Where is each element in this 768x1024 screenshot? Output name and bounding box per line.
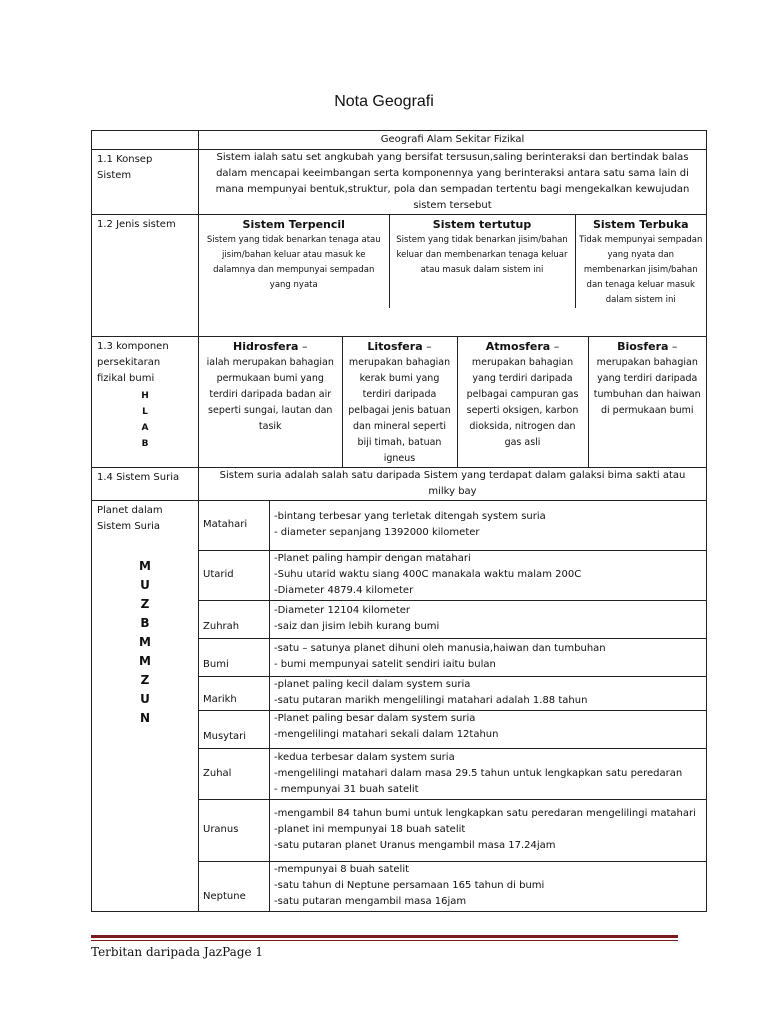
planet-name: Utarid bbox=[199, 550, 270, 600]
row-label-suria: 1.4 Sistem Suria bbox=[92, 468, 199, 501]
page-title: Nota Geografi bbox=[334, 93, 434, 110]
jenis-sistem-cell bbox=[199, 215, 707, 337]
row-label-planet: Planet dalam Sistem Suria M U Z B M M Z U N bbox=[92, 501, 199, 912]
planets-cell bbox=[199, 501, 707, 912]
planet-row bbox=[199, 600, 706, 638]
planet-name: Musytari bbox=[199, 710, 270, 748]
row-label-konsep: 1.1 Konsep Sistem bbox=[92, 150, 199, 215]
planet-name: Matahari bbox=[199, 501, 270, 550]
header-blank-cell bbox=[92, 131, 199, 150]
planet-row bbox=[199, 638, 706, 676]
footer-rule-thin bbox=[91, 940, 678, 941]
planet-name: Marikh bbox=[199, 676, 270, 710]
hlab-acronym: H L A B bbox=[141, 391, 149, 449]
sphere-biosfera: Biosfera – merupakan bahagian yang terdiri daripada tumbuhan dan haiwan di permukaan bumi bbox=[588, 337, 706, 467]
planet-facts: -kedua terbesar dalam system suria -mengelilingi matahari dalam masa 29.5 tahun untuk lengkapkan satu peredaran - mempunyai 31 buah satelit bbox=[270, 748, 707, 799]
sphere-litosfera: Litosfera – merupakan bahagian kerak bumi yang terdiri daripada pelbagai jenis batuan dan mineral seperti biji timah, batuan igneus bbox=[342, 337, 457, 467]
system-tertutup: Sistem tertutup Sistem yang tidak benarkan jisim/bahan keluar dan membenarkan tenaga keluar atau masuk dalam sistem ini bbox=[389, 215, 575, 308]
komponen-cell bbox=[199, 337, 707, 468]
planet-facts: -Planet paling hampir dengan matahari -Suhu utarid waktu siang 400C manakala waktu malam 200C -Diameter 4879.4 kilometer bbox=[270, 550, 707, 600]
planet-name: Zuhrah bbox=[199, 600, 270, 638]
muzbmmzun-acronym: M U Z B M M Z U N bbox=[139, 559, 151, 725]
suria-text: Sistem suria adalah salah satu daripada Sistem yang terdapat dalam galaksi bima sakti atau milky bay bbox=[199, 468, 707, 501]
planet-row bbox=[199, 501, 706, 550]
planet-name: Zuhal bbox=[199, 748, 270, 799]
sphere-atmosfera: Atmosfera – merupakan bahagian yang terdiri daripada pelbagai campuran gas seperti oksigen, karbon dioksida, nitrogen dan gas asli bbox=[457, 337, 588, 467]
planet-row bbox=[199, 676, 706, 710]
planet-facts: -mempunyai 8 buah satelit -satu tahun di Neptune persamaan 165 tahun di bumi -satu putaran mengambil masa 16jam bbox=[270, 861, 707, 911]
konsep-text: Sistem ialah satu set angkubah yang bersifat tersusun,saling berinteraksi dan bertindak balas dalam mencapai keeimbangan serta komponennya yang berinteraksi antara satu sama lain di mana mempunyai bentuk,struktur, pola dan sempadan tertentu bagi mengekalkan kewujudan sistem tersebut bbox=[199, 150, 707, 215]
sphere-hidrosfera: Hidrosfera – ialah merupakan bahagian permukaan bumi yang terdiri daripada badan air seperti sungai, lautan dan tasik bbox=[206, 340, 334, 432]
planets-table bbox=[199, 501, 706, 911]
planet-facts: -Diameter 12104 kilometer -saiz dan jisim lebih kurang bumi bbox=[270, 600, 707, 638]
planet-row bbox=[199, 861, 706, 911]
planet-row bbox=[199, 550, 706, 600]
planet-facts: -bintang terbesar yang terletak ditengah system suria - diameter sepanjang 1392000 kilometer bbox=[274, 511, 546, 539]
system-terpencil: Sistem Terpencil Sistem yang tidak benarkan tenaga atau jisim/bahan keluar atau masuk ke dalamnya dan mempunyai sempadan yang nyata bbox=[206, 218, 381, 290]
planet-name: Neptune bbox=[199, 861, 270, 911]
footer-rule-thick bbox=[91, 935, 678, 938]
komponen-grid bbox=[199, 337, 706, 467]
notes-table bbox=[91, 130, 707, 912]
planet-row bbox=[199, 710, 706, 748]
table-header: Geografi Alam Sekitar Fizikal bbox=[199, 131, 707, 150]
planet-facts: -Planet paling besar dalam system suria -mengelilingi matahari sekali dalam 12tahun bbox=[270, 710, 707, 748]
jenis-sistem-grid bbox=[199, 215, 706, 308]
planet-facts: -mengambil 84 tahun bumi untuk lengkapkan satu peredaran mengelilingi matahari -planet ini mempunyai 18 buah satelit -satu putaran planet Uranus mengambil masa 17.24jam bbox=[270, 799, 707, 861]
planet-name: Uranus bbox=[199, 799, 270, 861]
row-label-komponen: 1.3 komponen persekitaran fizikal bumi H L A B bbox=[92, 337, 199, 468]
planet-row bbox=[199, 748, 706, 799]
planet-row bbox=[199, 799, 706, 861]
planet-facts: -planet paling kecil dalam system suria -satu putaran marikh mengelilingi matahari adalah 1.88 tahun bbox=[270, 676, 707, 710]
planet-name: Bumi bbox=[199, 638, 270, 676]
planet-facts: -satu – satunya planet dihuni oleh manusia,haiwan dan tumbuhan - bumi mempunyai satelit sendiri iaitu bulan bbox=[270, 638, 707, 676]
page-footer: Terbitan daripada JazPage 1 bbox=[91, 945, 264, 959]
row-label-jenis: 1.2 Jenis sistem bbox=[92, 215, 199, 337]
system-terbuka: Sistem Terbuka Tidak mempunyai sempadan yang nyata dan membenarkan jisim/bahan dan tenaga keluar masuk dalam sistem ini bbox=[575, 215, 706, 308]
